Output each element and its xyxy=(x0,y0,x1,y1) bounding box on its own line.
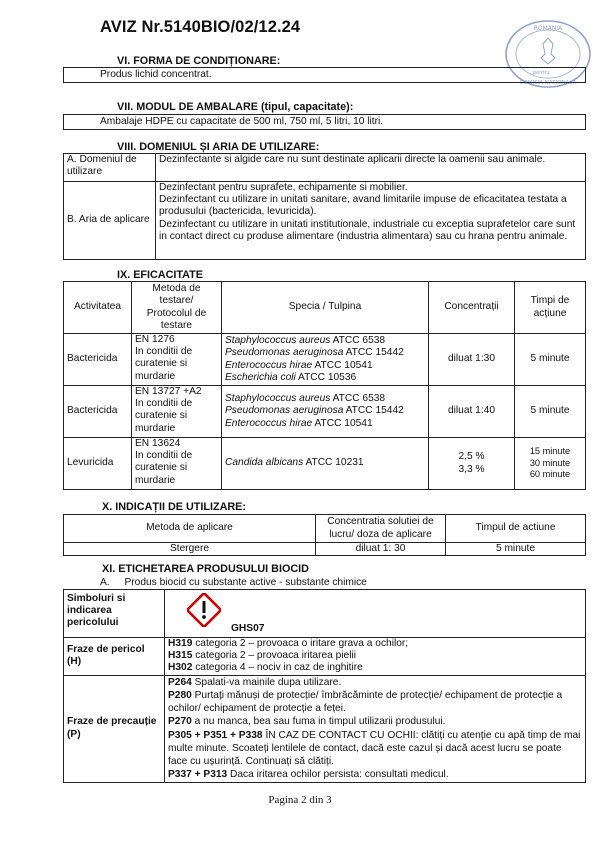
concentration-cell: 2,5 % 3,3 % xyxy=(429,438,515,490)
section-6-value xyxy=(63,67,586,83)
svg-text:ROMANIA: ROMANIA xyxy=(533,25,563,32)
h-text: categoria 2 – provoaca iritarea pielii xyxy=(192,650,357,662)
species-name: Staphylococcus aureus xyxy=(225,393,331,405)
symbol-cell xyxy=(165,590,586,638)
section-11-title: XI. ETICHETAREA PRODUSULUI BIOCID xyxy=(102,563,309,575)
packaging-type: Ambalaje HDPE cu capacitate de 500 ml, 750 ml, 5 litri, 10 litri. xyxy=(100,116,384,127)
table-row xyxy=(64,675,586,782)
species-strain: ATCC 10541 xyxy=(312,417,373,429)
section-10-title: X. INDICAȚII DE UTILIZARE: xyxy=(102,501,246,513)
species-strain: ATCC 10541 xyxy=(312,359,373,371)
area-line: Dezinfectant pentru suprafete, echipamente si mobilier. xyxy=(159,182,408,193)
area-line: Dezinfectant cu utilizare in unitati sanitare, avand limitarile impuse de eficacitatea testata a produsului (bactericida, levuricida). xyxy=(159,194,567,218)
p-code: P280 xyxy=(168,689,192,701)
table-row xyxy=(64,438,586,490)
table-header-row xyxy=(64,515,586,543)
species-name: Pseudomonas aeruginosa xyxy=(225,405,344,417)
p-text: Spalati-va mainile dupa utilizare. xyxy=(191,676,342,688)
species-strain: ATCC 15442 xyxy=(343,405,404,417)
h-text: categoria 4 – nociv in caz de inghitire xyxy=(192,662,363,674)
subtitle-text: Produs biocid cu substante active - substante chimice xyxy=(124,577,367,588)
efficacy-table xyxy=(63,281,586,490)
subtitle-letter: A. xyxy=(100,577,110,588)
activity-cell: Levuricida xyxy=(64,438,132,490)
species-strain: ATCC 6538 xyxy=(330,335,386,347)
table-header-row xyxy=(64,282,586,334)
h-code: H302 xyxy=(168,662,193,674)
ghs-code: GHS07 xyxy=(231,623,265,634)
activity-cell: Bactericida xyxy=(64,386,132,438)
usage-instructions-table xyxy=(63,514,586,556)
precaution-cell xyxy=(165,675,586,782)
section-7-value xyxy=(63,114,586,130)
area-label: B. Aria de aplicare xyxy=(64,182,156,260)
document-title: AVIZ Nr.5140BIO/02/12.24 xyxy=(100,18,301,36)
species-name: Enterococcus hirae xyxy=(225,359,313,371)
area-value xyxy=(156,182,586,260)
col-working-concentration: Concentratia solutiei de lucru/ doza de aplicare xyxy=(316,515,446,543)
p-text: a nu manca, bea sau fuma in timpul utilizarii produsului. xyxy=(191,716,446,728)
precaution-label: Fraze de precauție (P) xyxy=(64,675,165,782)
page-number: Pagina 2 din 3 xyxy=(268,794,332,806)
hazard-cell xyxy=(165,638,586,676)
section-6-title: VI. FORMA DE CONDIȚIONARE: xyxy=(117,55,281,67)
concentration-cell: diluat 1:30 xyxy=(429,334,515,386)
species-name: Candida albicans xyxy=(225,457,304,469)
p-code: P270 xyxy=(168,716,192,728)
col-method: Metoda de testare/ Protocolul de testare xyxy=(132,282,222,334)
area-line: Dezinfectant cu utilizare in unitati institutionale, industriale cu exceptia suprafetelor care sunt in contact direct cu produse alimentare (industria alimentara) sau cu hrana pentru animale. xyxy=(159,218,576,242)
col-time: Timpi de acțiune xyxy=(515,282,586,334)
col-species: Specia / Tulpina xyxy=(222,282,429,334)
hazard-label: Fraze de pericol (H) xyxy=(64,638,165,676)
method-cell: EN 13624 In conditii de curatenie si murdarie xyxy=(132,438,222,490)
species-strain: ATCC 10231 xyxy=(303,457,364,469)
labelling-table xyxy=(63,589,586,783)
domain-value: Dezinfectante si algide care nu sunt destinate aplicarii directe la oamenii sau animale. xyxy=(156,154,586,182)
method-cell: EN 1276 In conditii de curatenie si murdarie xyxy=(132,334,222,386)
col-application-method: Metoda de aplicare xyxy=(64,515,316,543)
symbol-label: Simboluri si indicarea pericolului xyxy=(64,590,165,638)
col-activity: Activitatea xyxy=(64,282,132,334)
section-9-title: IX. EFICACITATE xyxy=(117,269,203,281)
time-cell: 5 minute xyxy=(515,334,586,386)
p-text: Daca iritarea ochilor persista: consultati medicul. xyxy=(227,769,449,781)
p-text: ÎN CAZ DE CONTACT CU OCHII: clătiți cu atenție cu apă timp de mai multe minute. Scoateți lentilele de contact, dacă este cazul și dacă acest lucru se poate face cu ușurință. Continuați să clătiți. xyxy=(168,729,581,768)
species-name: Staphylococcus aureus xyxy=(225,335,331,347)
concentration-cell: diluat 1:40 xyxy=(429,386,515,438)
col-concentration: Concentrații xyxy=(429,282,515,334)
species-cell xyxy=(222,334,429,386)
h-code: H319 xyxy=(168,638,193,649)
time-cell: 15 minute 30 minute 60 minute xyxy=(515,438,586,490)
species-name: Pseudomonas aeruginosa xyxy=(225,347,344,359)
activity-cell: Bactericida xyxy=(64,334,132,386)
section-11-subtitle xyxy=(100,577,367,589)
species-cell xyxy=(222,438,429,490)
packaging-form: Produs lichid concentrat. xyxy=(100,69,212,80)
p-code: P337 + P313 xyxy=(168,769,228,781)
species-strain: ATCC 10536 xyxy=(295,371,357,383)
domain-label: A. Domeniul de utilizare xyxy=(64,154,156,182)
species-name: Enterococcus hirae xyxy=(225,417,313,429)
p-code: P264 xyxy=(168,676,192,688)
svg-text:COMISIA NATIONALA: COMISIA NATIONALA xyxy=(519,80,577,86)
species-strain: ATCC 6538 xyxy=(330,393,386,405)
table-row xyxy=(64,638,586,676)
table-row xyxy=(64,154,586,182)
section-8-title: VIII. DOMENIUL ȘI ARIA DE UTILIZARE: xyxy=(117,141,320,153)
application-method-cell: Stergere xyxy=(64,543,316,556)
h-text: categoria 2 – provoaca o iritare grava a ochilor; xyxy=(192,638,409,649)
svg-text:pentru: pentru xyxy=(533,70,550,76)
action-time-cell: 5 minute xyxy=(446,543,586,556)
table-row xyxy=(64,590,586,638)
working-concentration-cell: diluat 1: 30 xyxy=(316,543,446,556)
method-cell: EN 13727 +A2 In conditii de curatenie si murdarie xyxy=(132,386,222,438)
section-7-title: VII. MODUL DE AMBALARE (tipul, capacitate): xyxy=(117,101,354,113)
h-code: H315 xyxy=(168,650,193,662)
species-cell xyxy=(222,386,429,438)
table-row xyxy=(64,386,586,438)
usage-table xyxy=(63,153,586,260)
time-cell: 5 minute xyxy=(515,386,586,438)
p-code: P305 + P351 + P338 xyxy=(168,729,263,741)
exclamation-mark-pictogram-icon xyxy=(187,593,221,627)
species-name: Escherichia coli xyxy=(225,371,296,383)
col-action-time: Timpul de actiune xyxy=(446,515,586,543)
table-row xyxy=(64,334,586,386)
table-row xyxy=(64,543,586,556)
species-strain: ATCC 15442 xyxy=(343,347,404,359)
p-text: Purtați mănuși de protecție/ îmbrăcăminte de protecție/ echipament de protecție a ochilor/ echipament de protecție a feței. xyxy=(168,689,563,715)
table-row xyxy=(64,182,586,260)
